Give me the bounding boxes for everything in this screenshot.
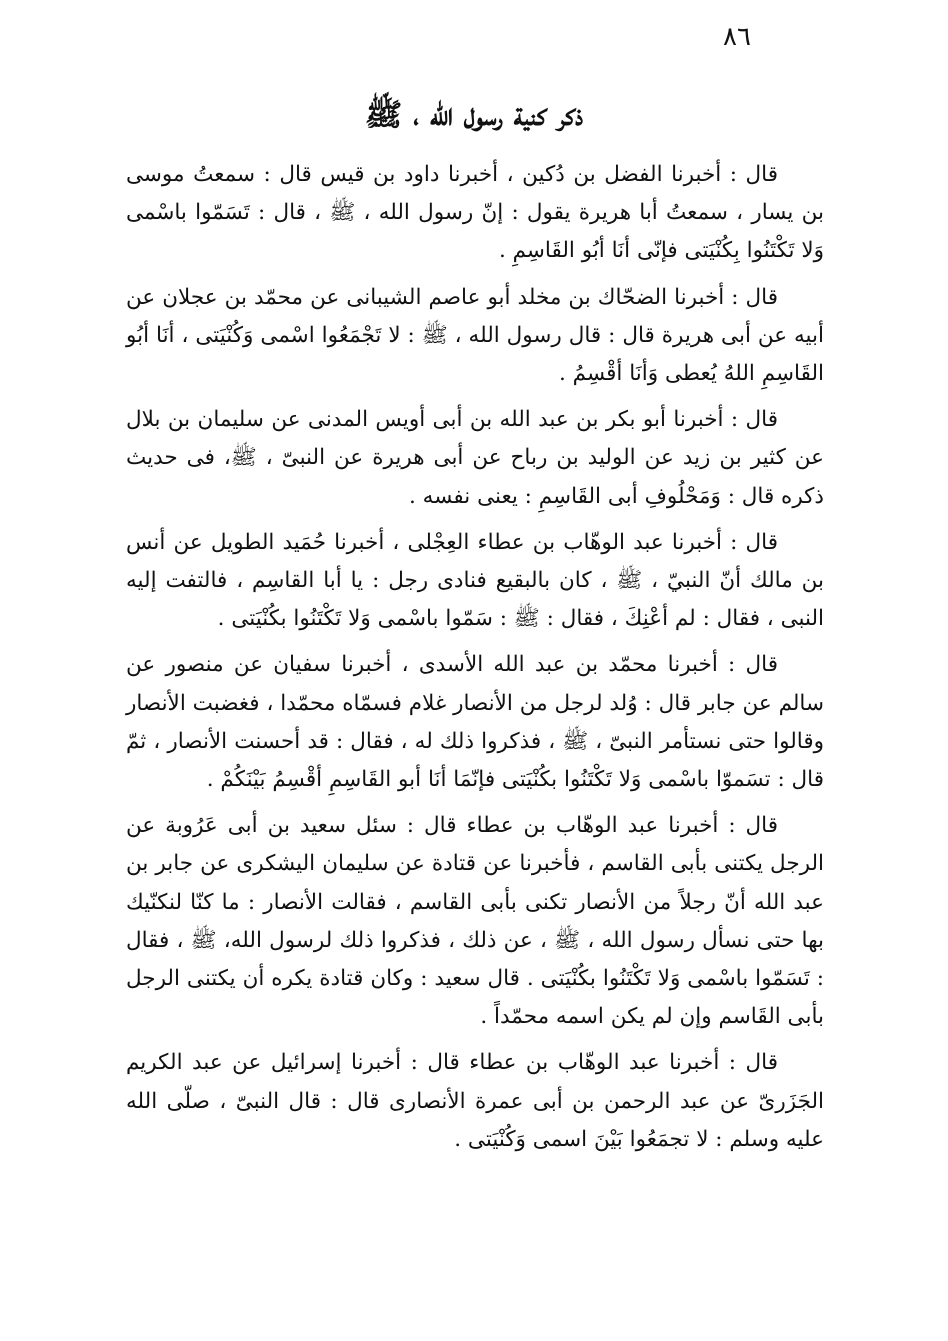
text-body xyxy=(126,156,824,1167)
page-number: ٨٦ xyxy=(723,22,751,52)
paragraph-text: قال : أخبرنا الفضل بن دُكين ، أخبرنا داود بن قيس قال : سمعتُ موسى بن يسار ، سمعتُ أبا هريرة يقول : إنّ رسول الله ، ﷺ ، قال : تَسَمّوا باسْمى وَلا تَكْتَنُوا بِكُنْيَتى فإنّى أنَا أبُو القَاسِمِ . xyxy=(126,162,824,264)
paragraph-7 xyxy=(126,1044,824,1159)
paragraph-6 xyxy=(126,807,824,1036)
paragraph-text: قال : أخبرنا أبو بكر بن عبد الله بن أبى أويس المدنى عن سليمان بن بلال عن كثير بن زيد عن الوليد بن رباح عن أبى هريرة عن النبىّ ، ﷺ، فى حديث ذكره قال : وَمَحْلُوفِ أبى القَاسِمِ : يعنى نفسه . xyxy=(126,407,824,509)
paragraph-text: قال : أخبرنا الضحّاك بن مخلد أبو عاصم الشيبانى عن محمّد بن عجلان عن أبيه عن أبى هريرة قال : قال رسول الله ، ﷺ : لا تَجْمَعُوا اسْمى وَكُنْيَتى ، أنَا أبُو القَاسِمِ اللهُ يُعطى وَأنَا أقْسِمُ . xyxy=(126,284,824,387)
paragraph-text: قال : أخبرنا عبد الوهّاب بن عطاء العِجْلى ، أخبرنا حُمَيد الطويل عن أنس بن مالك أنّ النبيّ ، ﷺ ، كان بالبقيع فنادى رجل : يا أبا القاسِم ، فالتفت إليه النبى ، فقال : لم أعْنِكَ ، فقال : ﷺ : سَمّوا باسْمى وَلا تَكْتَنُوا بكُنْيَتى . xyxy=(126,529,824,632)
paragraph-2 xyxy=(126,279,824,394)
paragraph-text: قال : أخبرنا عبد الوهّاب بن عطاء قال : أخبرنا إسرائيل عن عبد الكريم الجَزَرىّ عن عبد الرحمن بن أبى عمرة الأنصارى قال : قال النبىّ ، صلّى الله عليه وسلم : لا تجمَعُوا بَيْنَ اسمى وَكُنْيَتى . xyxy=(126,1050,824,1152)
page-title: ذكر كنية رسول الله ، ﷺ xyxy=(364,97,584,133)
paragraph-1 xyxy=(126,156,824,271)
paragraph-5 xyxy=(126,646,824,799)
paragraph-text: قال : أخبرنا محمّد بن عبد الله الأسدى ، أخبرنا سفيان عن منصور عن سالم عن جابر قال : وُلد لرجل من الأنصار غلام فسمّاه محمّدا ، فغضبت الأنصار وقالوا حتى نستأمر النبىّ ، ﷺ ، فذكروا ذلك له ، فقال : قد أحسنت الأنصار ، ثمّ قال : تسَموّا باسْمى وَلا تَكْتَنُوا بكُنْيَتى فإنّمَا أنَا أبو القَاسِمِ أقْسِمُ بَيْنَكُمْ . xyxy=(126,652,824,793)
paragraph-3 xyxy=(126,401,824,516)
paragraph-4 xyxy=(126,524,824,639)
paragraph-text: قال : أخبرنا عبد الوهّاب بن عطاء قال : سئل سعيد بن أبى عَرُوبة عن الرجل يكتنى بأبى القاسم ، فأخبرنا عن قتادة عن سليمان اليشكرى عن جابر بن عبد الله أنّ رجلاً من الأنصار تكنى بأبى القاسم ، فقالت الأنصار : ما كنّا لنكنّيك بها حتى نسأل رسول الله ، ﷺ ، عن ذلك ، فذكروا ذلك لرسول الله، ﷺ ، فقال : تَسَمّوا باسْمى وَلا تَكْتَنُوا بكُنْيَتى . قال سعيد : وكان قتادة يكره أن يكتنى الرجل بأبى القَاسم وإن لم يكن اسمه محمّداً . xyxy=(126,813,824,1030)
